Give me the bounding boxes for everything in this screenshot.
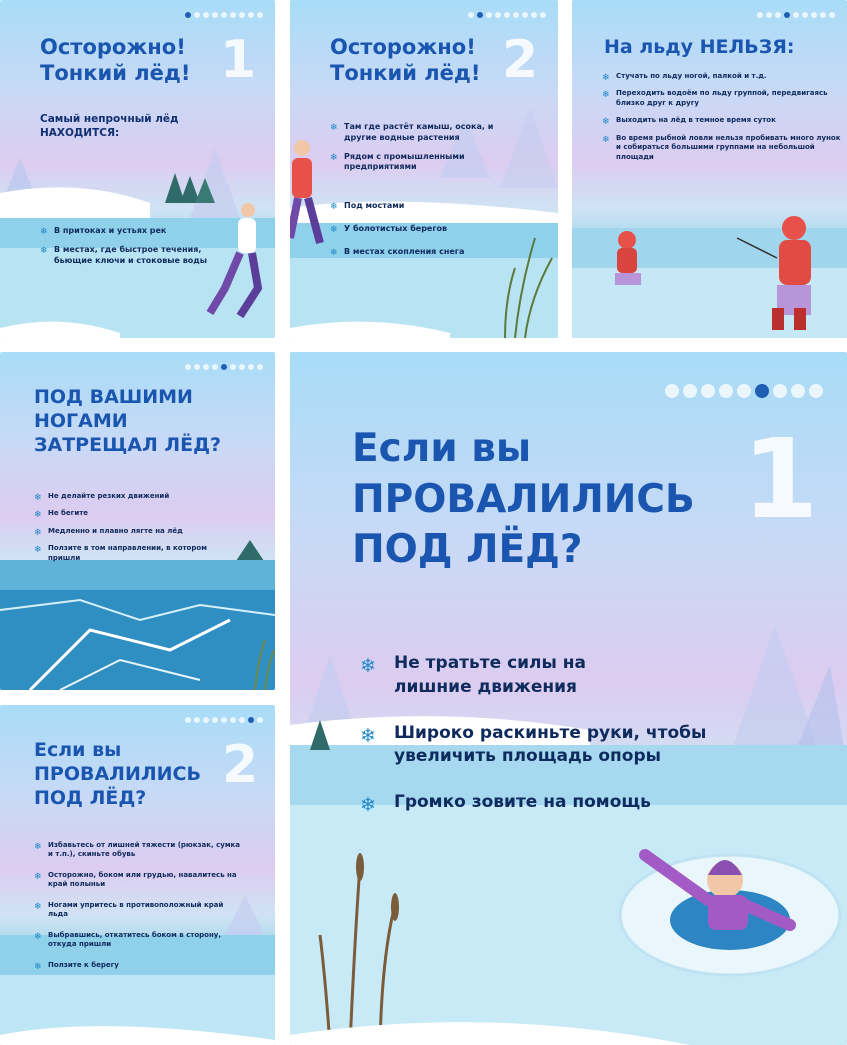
list-item: ❄ Не делайте резких движений: [34, 492, 234, 501]
card-title: ПОД ВАШИМИ НОГАМИ ЗАТРЕЩАЛ ЛЁД?: [34, 386, 222, 456]
card-fell-through-1: [290, 352, 847, 1045]
rules-list: [34, 841, 244, 978]
fisherman-large: [782, 216, 806, 240]
list-item: ❄ Не тратьте силы на лишние движения: [360, 652, 604, 700]
card-number: 2: [222, 735, 259, 795]
list-item: ❄ Выбравшись, откатитесь боком в сторону, откуда пришли: [34, 931, 244, 950]
card-title: На льду НЕЛЬЗЯ:: [604, 36, 795, 58]
card-title: Если вы ПРОВАЛИЛИСЬ ПОД ЛЁД?: [34, 739, 201, 809]
card-number: 1: [742, 415, 819, 543]
list-item: ❄ В местах скопления снега: [330, 247, 510, 258]
card-title: Если вы ПРОВАЛИЛИСЬ ПОД ЛЁД?: [352, 426, 695, 573]
list-item: ❄ В местах, где быстрое течения, бьющие ключи и стоковые воды: [40, 245, 210, 267]
rules-list: [40, 226, 210, 274]
card-title: Осторожно! Тонкий лёд!: [330, 35, 481, 86]
rules-list: [602, 72, 842, 170]
pagination-dots: [185, 364, 263, 370]
card-subtitle: Самый непрочный лёд НАХОДИТСЯ:: [40, 113, 179, 140]
list-item: ❄ Ползите в том направлении, в котором пришли: [34, 544, 234, 563]
fisherman-small: [618, 231, 636, 249]
list-item: ❄ Под мостами: [330, 201, 510, 212]
card-thin-ice-2: [290, 0, 558, 338]
list-item: ❄ Выходить на лёд в темное время суток: [602, 116, 842, 125]
skater-head: [294, 140, 310, 156]
pagination-dots: [185, 12, 263, 18]
list-item: ❄ Ползите к берегу: [34, 961, 244, 970]
card-number: 2: [502, 30, 539, 90]
pagination-dots: [468, 12, 546, 18]
card-number: 1: [220, 30, 257, 90]
list-item: ❄ Ногами упритесь в противоположный край льда: [34, 901, 244, 920]
rules-list: [330, 122, 510, 266]
list-item: ❄ Громко зовите на помощь: [360, 791, 800, 815]
card-thin-ice-1: [0, 0, 275, 338]
list-item: ❄ У болотистых берегов: [330, 224, 510, 235]
list-item: ❄ В притоках и устьях рек: [40, 226, 210, 237]
pagination-dots: [185, 717, 263, 723]
rules-list: [360, 652, 800, 837]
list-item: ❄ Избавьтесь от лишней тяжести (рюкзак, сумка и т.п.), скиньте обувь: [34, 841, 244, 860]
rules-list: [34, 492, 234, 571]
card-fell-through-2: [0, 705, 275, 1045]
list-item: ❄ Рядом с промышленными предприятиями: [330, 152, 510, 174]
list-item: ❄ Переходить водоём по льду группой, передвигаясь близко друг к другу: [602, 89, 842, 108]
list-item: ❄ Во время рыбной ловли нельзя пробивать много лунок и собираться большими группами на небольшой площади: [602, 134, 842, 162]
card-ice-forbidden: [572, 0, 847, 338]
list-item: ❄ Осторожно, боком или грудью, навалитесь на край полыньи: [34, 871, 244, 890]
list-item: ❄ Медленно и плавно лягте на лёд: [34, 527, 234, 536]
list-item: ❄ Не бегите: [34, 509, 234, 518]
card-title: Осторожно! Тонкий лёд!: [40, 35, 191, 86]
list-item: ❄ Широко раскиньте руки, чтобы увеличить площадь опоры: [360, 722, 774, 770]
pagination-dots: [665, 384, 823, 398]
list-item: ❄ Стучать по льду ногой, палкой и т.д.: [602, 72, 842, 81]
list-item: ❄ Там где растёт камыш, осока, и другие водные растения: [330, 122, 510, 144]
skater-head: [241, 203, 255, 217]
card-ice-cracking: [0, 352, 275, 690]
pagination-dots: [757, 12, 835, 18]
fishermen-illustration: [572, 208, 847, 338]
